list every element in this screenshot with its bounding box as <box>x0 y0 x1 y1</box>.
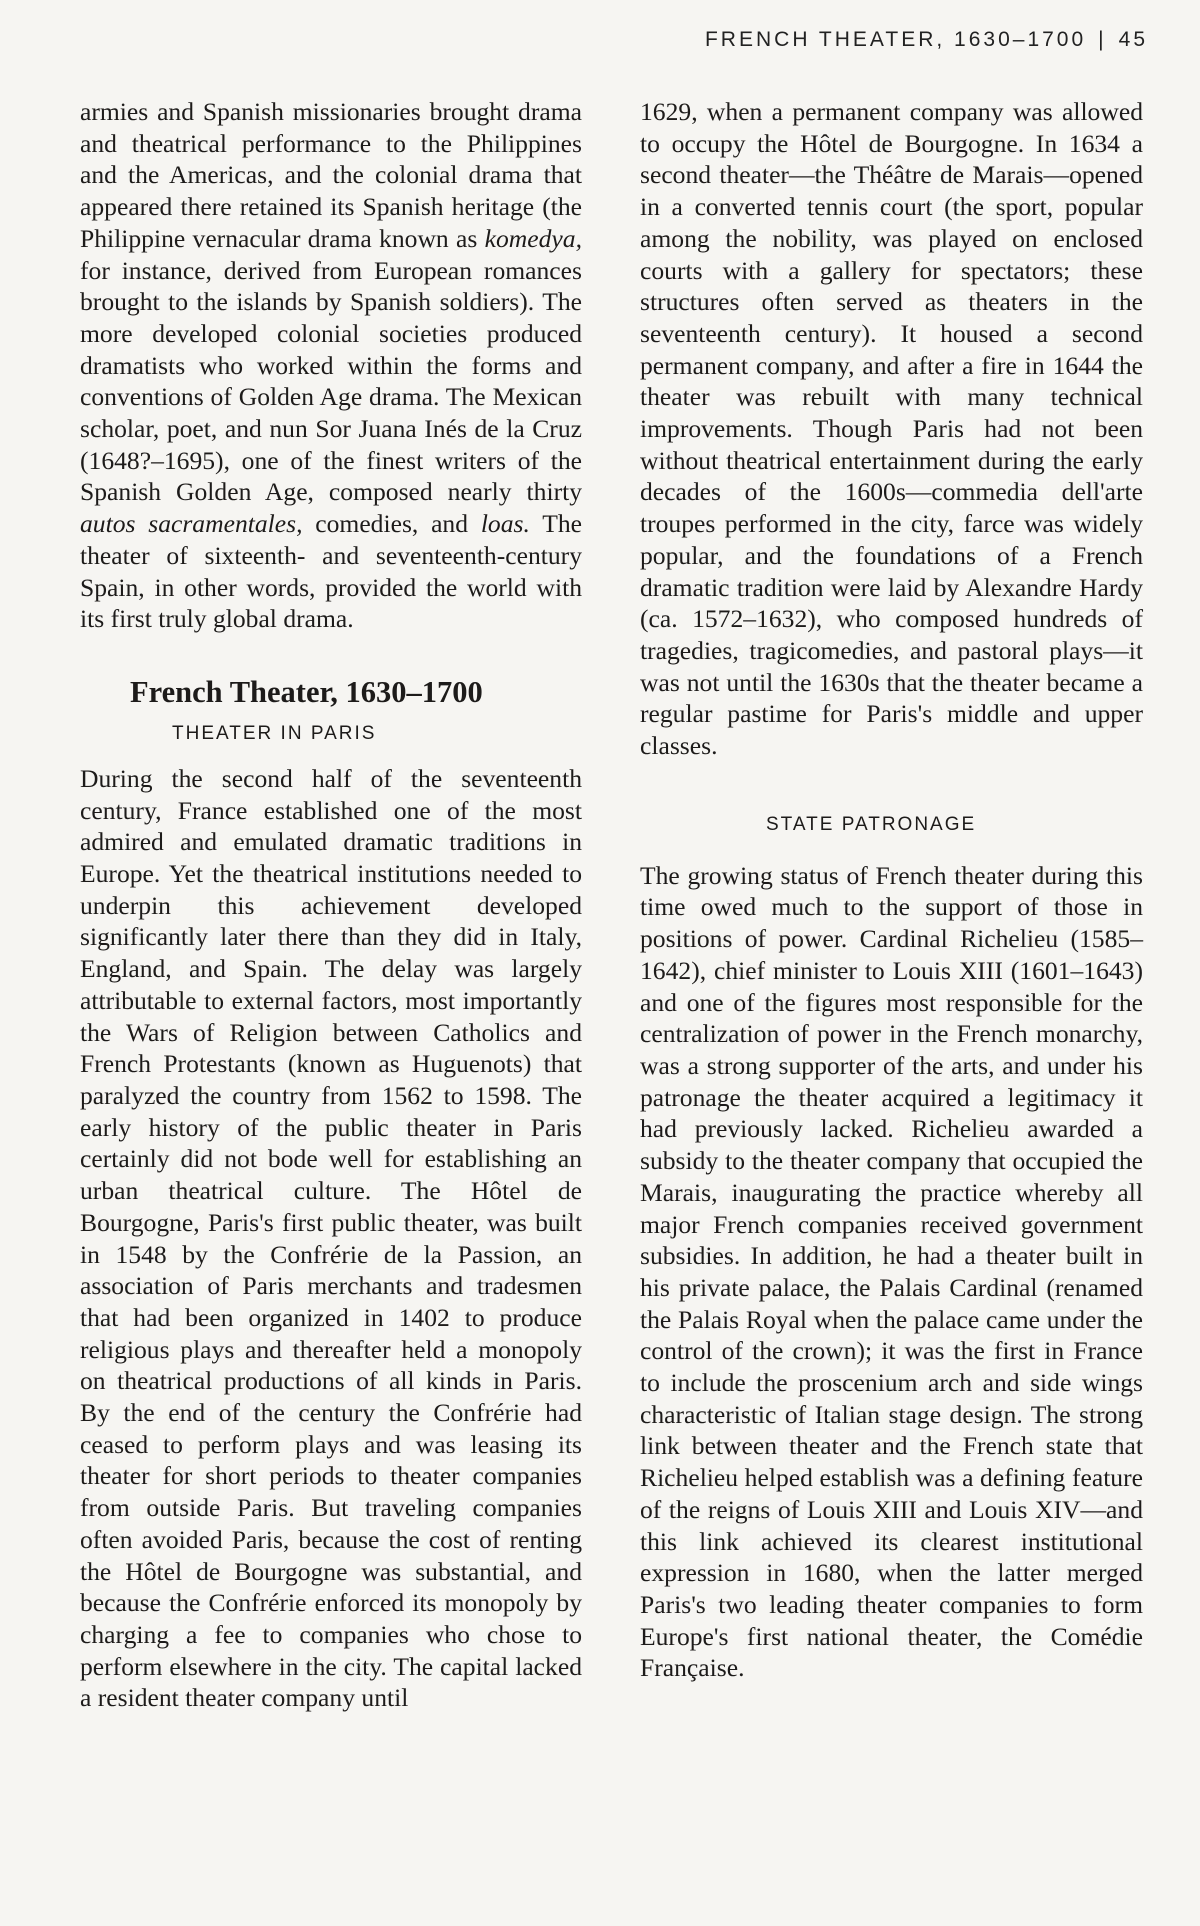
italic-term-loas: loas. <box>480 509 530 539</box>
paragraph-text: armies and Spanish missionaries brought drama and theatrical performance to the Philippines and the Americas, and the colonial drama that appeared there retained its Spanish heritage (the Philippine vernacular drama known as <box>80 97 582 253</box>
paragraph-state-patronage: The growing status of French theater during this time owed much to the support of those in positions of power. Cardinal Richelieu (1585–1642), chief minister to Louis XIII (1601–1643) and one of the figures most responsible for the centralization of power in the French monarchy, was a strong supporter of the arts, and under his patronage the theater acquired a legitimacy it had previously lacked. Richelieu awarded a subsidy to the theater company that occupied the Marais, inaugurating the practice whereby all major French companies received government subsidies. In addition, he had a theater built in his private palace, the Palais Cardinal (renamed the Palais Royal when the palace came under the control of the crown); it was the first in France to include the proscenium arch and side wings characteristic of Italian stage design. The strong link between theater and the French state that Richelieu helped establish was a defining feature of the reigns of Louis XIII and Louis XIV—and this link achieved its clearest institutional expression in 1680, when the latter merged Paris's two leading theater companies to form Europe's first national theater, the Comédie Française. <box>640 860 1143 1683</box>
running-head-title: FRENCH THEATER, 1630–1700 <box>704 28 1087 51</box>
italic-term-komedya: komedya, <box>484 223 582 253</box>
paragraph-spanish-drama <box>80 96 582 635</box>
paragraph-text: The theater of sixteenth- and seventeenth-century Spain, in other words, provided the world with its first truly global drama. <box>80 509 582 634</box>
section-title: French Theater, 1630–1700 <box>130 674 483 709</box>
left-column <box>80 96 582 1714</box>
paragraph-text: for instance, derived from European romances brought to the islands by Spanish soldiers). The more developed colonial societies produced dramatists who worked within the forms and conventions of Golden Age drama. The Mexican scholar, poet, and nun Sor Juana Inés de la Cruz (1648?–1695), one of the finest writers of the Spanish Golden Age, composed nearly thirty <box>80 255 582 507</box>
paragraph-text: comedies, and <box>302 509 481 539</box>
running-head-separator: | <box>1098 28 1107 51</box>
italic-term-autos-sacramentales: autos sacramentales, <box>80 509 303 539</box>
page-number: 45 <box>1118 28 1148 51</box>
running-head <box>705 28 1148 52</box>
paragraph-theater-in-paris: During the second half of the seventeenth century, France established one of the most admired and emulated dramatic traditions in Europe. Yet the theatrical institutions needed to underpin this achievement developed significantly later there than they did in Italy, England, and Spain. The delay was largely attributable to external factors, most importantly the Wars of Religion between Catholics and French Protestants (known as Huguenots) that paralyzed the country from 1562 to 1598. The early history of the public theater in Paris certainly did not bode well for establishing an urban theatrical culture. The Hôtel de Bourgogne, Paris's first public theater, was built in 1548 by the Confrérie de la Passion, an association of Paris merchants and tradesmen that had been organized in 1402 to produce religious plays and thereafter held a monopoly on theatrical productions of all kinds in Paris. By the end of the century the Confrérie had ceased to perform plays and was leasing its theater for short periods to theater companies from outside Paris. But traveling companies often avoided Paris, because the cost of renting the Hôtel de Bourgogne was substantial, and because the Confrérie enforced its monopoly by charging a fee to companies who chose to perform elsewhere in the city. The capital lacked a resident theater company until <box>80 763 582 1713</box>
subhead-theater-in-paris: THEATER IN PARIS <box>172 722 377 744</box>
subhead-state-patronage: STATE PATRONAGE <box>766 813 977 835</box>
right-column <box>640 96 1143 1684</box>
paragraph-paris-companies: 1629, when a permanent company was allowed to occupy the Hôtel de Bourgogne. In 1634 a second theater—the Théâtre de Marais—opened in a converted tennis court (the sport, popular among the nobility, was played on enclosed courts with a gallery for spectators; these structures often served as theaters in the seventeenth century). It housed a second permanent company, and after a fire in 1644 the theater was rebuilt with many technical improvements. Though Paris had not been without theatrical entertainment during the early decades of the 1600s—commedia dell'arte troupes performed in the city, farce was widely popular, and the foundations of a French dramatic tradition were laid by Alexandre Hardy (ca. 1572–1632), who composed hundreds of tragedies, tragicomedies, and pastoral plays—it was not until the 1630s that the theater became a regular pastime for Paris's middle and upper classes. <box>640 97 1143 761</box>
